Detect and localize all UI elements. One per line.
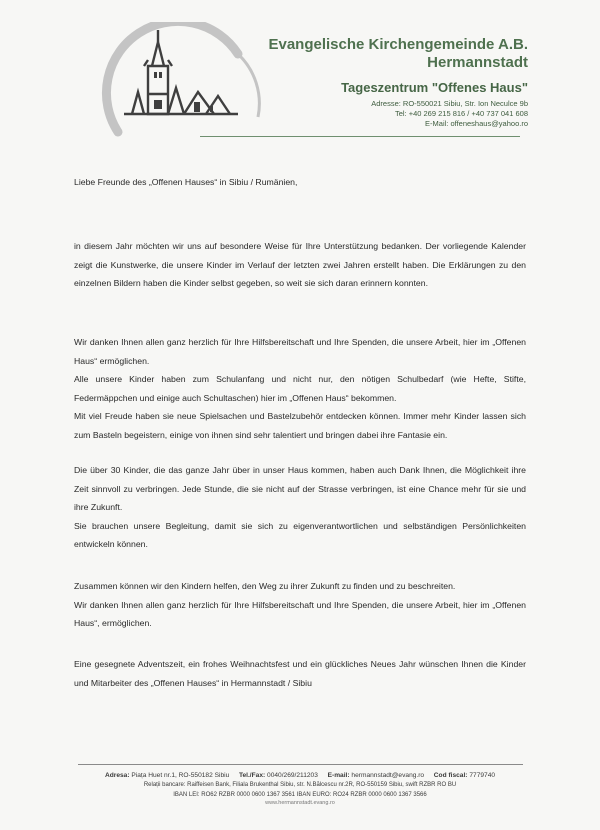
org-name-line1: Evangelische Kirchengemeinde A.B. (268, 36, 528, 53)
salutation (74, 173, 526, 192)
footer-contact-row (60, 770, 540, 781)
footer-cod-label: Cod fiscal: (433, 772, 468, 779)
footer-address-value: Piața Huet nr.1, RO-550182 Sibiu (131, 772, 230, 779)
paragraph-line: Sie brauchen unsere Begleitung, damit sie sich zu eigenverantwortlichen und selbständigen Persönlichkeiten entwickeln können. (74, 520, 526, 549)
header-email: E-Mail: offeneshaus@yahoo.ro (425, 119, 528, 128)
footer-telfax-value: 0040/269/211203 (267, 772, 318, 779)
paragraph-4 (74, 577, 526, 633)
footer-bank: Relații bancare: Raiffeisen Bank, Filiala Brukenthal Sibiu, str. N.Bălcescu nr.2R, RO-550159 Sibiu, swift RZBR RO BU (143, 782, 457, 788)
paragraph-line: in diesem Jahr möchten wir uns auf besondere Weise für Ihre Unterstützung bedanken. Der vorliegende Kalender zeigt die Kunstwerke, die unsere Kinder im Verlauf der letzten zwei Jahren erstellt haben. Die Erklärungen zu den einzelnen Bildern haben die Kinder selbst gegeben, so weit sie sich daran erinnern konnten. (74, 241, 526, 288)
footer-iban: IBAN LEI: RO62 RZBR 0000 0600 1367 3561 IBAN EURO: RO24 RZBR 0000 0600 1367 3566 (173, 791, 427, 798)
organization-header (268, 36, 528, 129)
footer-email-label: E-mail: (327, 772, 350, 779)
salutation-text: Liebe Freunde des „Offenen Hauses“ in Sibiu / Rumänien, (74, 177, 298, 187)
paragraph-line: Zusammen können wir den Kindern helfen, den Weg zu ihrer Zukunft zu finden und zu beschreiten. (74, 581, 456, 591)
paragraph-2 (74, 333, 526, 444)
church-logo (98, 22, 273, 144)
paragraph-line: Wir danken Ihnen allen ganz herzlich für Ihre Hilfsbereitschaft und Ihre Spenden, die unsere Arbeit, hier im „Offenen Haus“, ermöglichen. (74, 599, 526, 628)
footer-cod-value: 7779740 (469, 772, 496, 779)
footer-website: www.hermannstadt.evang.ro (265, 800, 335, 806)
header-address: Adresse: RO-550021 Sibiu, Str. Ion Neculce 9b (371, 99, 528, 108)
footer-telfax-label: Tel./Fax: (238, 772, 266, 779)
footer-address-label: Adresa: (104, 772, 130, 779)
paragraph-line: Eine gesegnete Adventszeit, ein frohes Weihnachtsfest und ein glückliches Neues Jahr wünschen Ihnen die Kinder und Mitarbeiter des „Offenen Hauses“ in Hermannstadt / Sibiu (74, 659, 526, 688)
header-phone: Tel: +40 269 215 816 / +40 737 041 608 (394, 109, 528, 118)
paragraph-3 (74, 461, 526, 554)
paragraph-line: Mit viel Freude haben sie neue Spielsachen und Bastelzubehör entdecken können. Immer mehr Kinder lassen sich zum Basteln begeistern, einige von ihnen sind sehr talentiert und bringen dabei ihre Fantasie ein. (74, 411, 526, 440)
footer-divider (78, 764, 523, 765)
closing-paragraph (74, 655, 526, 692)
paragraph-line: Wir danken Ihnen allen ganz herzlich für Ihre Hilfsbereitschaft und Ihre Spenden, die unsere Arbeit, hier im „Offenen Haus“ ermöglichen. (74, 337, 526, 366)
footer-email-value: hermannstadt@evang.ro (351, 772, 425, 779)
center-name: Tageszentrum "Offenes Haus" (341, 80, 528, 95)
header-divider (200, 136, 520, 137)
paragraph-1 (74, 237, 526, 293)
org-name-line2: Hermannstadt (427, 54, 528, 71)
footer (60, 770, 540, 807)
paragraph-line: Die über 30 Kinder, die das ganze Jahr über in unser Haus kommen, haben auch Dank Ihnen, die Möglichkeit ihre Zeit sinnvoll zu verbringen. Jede Stunde, die sie nicht auf der Strasse verbringen, ist eine Chance mehr für sie und ihre Zukunft. (74, 465, 526, 512)
paragraph-line: Alle unsere Kinder haben zum Schulanfang und nicht nur, den nötigen Schulbedarf (wie Hefte, Stifte, Federmäppchen und einige auch Schultaschen) hier im „Offenen Haus“ bekommen. (74, 374, 526, 403)
